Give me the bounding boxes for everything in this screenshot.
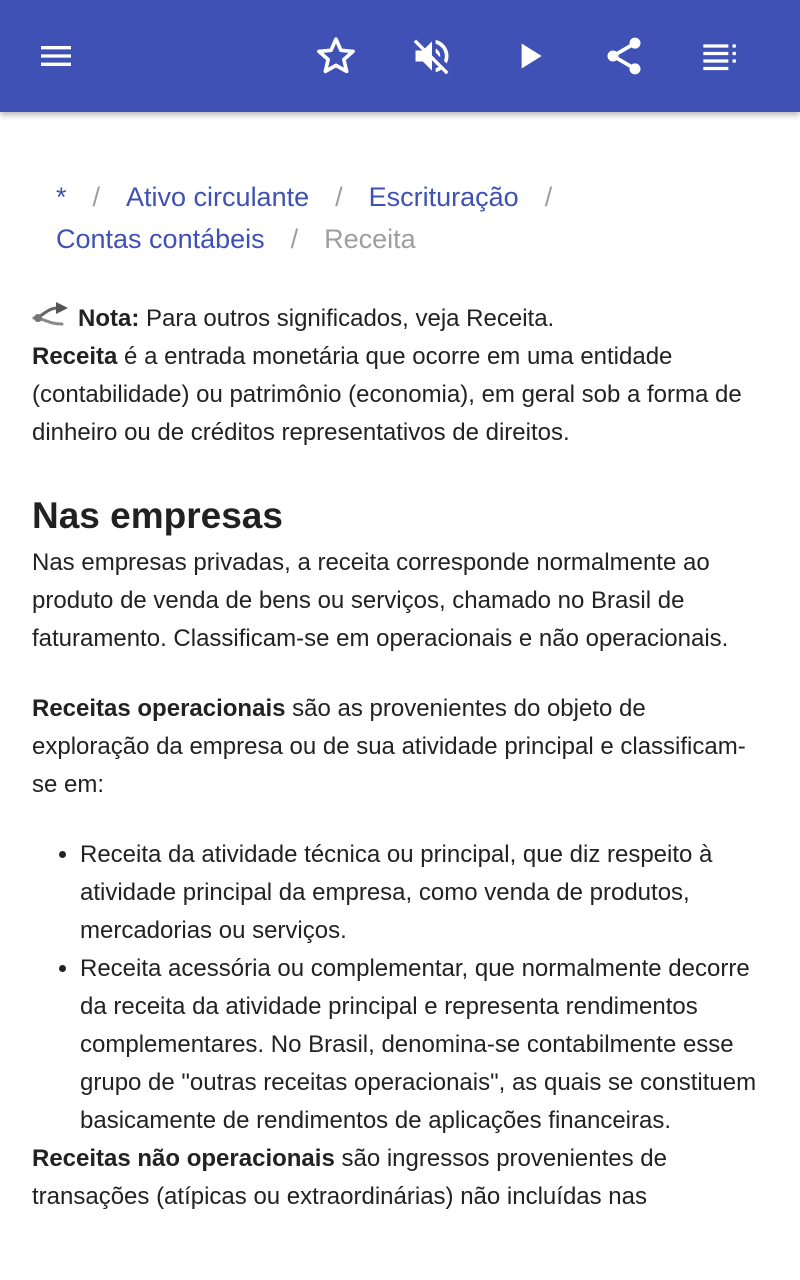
volume-off-icon [410,34,454,78]
note-text: Para outros significados, veja Receita. [139,305,555,332]
operational-revenue-text: são as provenientes do objeto de exploração da empresa ou de sua atividade principal e classificam-se em: [32,695,746,798]
intro-paragraph [32,338,768,452]
article-content [32,112,768,1216]
section-heading: Nas empresas [32,495,283,536]
non-operational-revenue-term: Receitas não operacionais [32,1145,335,1172]
share-icon [602,34,646,78]
breadcrumb-item-contas-contabeis[interactable]: Contas contábeis [56,224,265,254]
menu-button[interactable] [28,28,84,84]
non-operational-revenue-paragraph [32,1140,768,1216]
table-of-contents-button[interactable] [692,28,748,84]
breadcrumb [32,176,768,260]
play-button[interactable] [502,28,558,84]
mute-button[interactable] [404,28,460,84]
breadcrumb-current: Receita [324,224,416,254]
intro-text: é a entrada monetária que ocorre em uma entidade (contabilidade) ou patrimônio (economia), em geral sob a forma de dinheiro ou de créditos representativos de direitos. [32,343,742,446]
breadcrumb-item-home[interactable]: * [56,182,67,212]
breadcrumb-item-escrituracao[interactable]: Escrituração [368,182,519,212]
list-item: • Receita da atividade técnica ou principal, que diz respeito à atividade principal da empresa, como venda de produtos, mercadorias ou serviços. [80,836,768,950]
favorite-button[interactable] [308,28,364,84]
list-icon [700,36,740,76]
breadcrumb-separator: / [544,182,553,212]
revenue-types-list [32,836,768,1140]
breadcrumb-separator: / [335,182,343,212]
intro-term: Receita [32,343,118,370]
non-operational-revenue-text: são ingressos provenientes de transações (atípicas ou extraordinárias) não incluídas nas [32,1145,667,1210]
disambiguation-icon [32,300,72,328]
play-icon [510,36,550,76]
breadcrumb-item-ativo-circulante[interactable]: Ativo circulante [126,182,310,212]
hamburger-menu-icon [36,36,76,76]
disambiguation-note [32,300,768,338]
app-bar [0,0,800,112]
operational-revenue-term: Receitas operacionais [32,695,286,722]
star-outline-icon [314,34,358,78]
list-item: • Receita acessória ou complementar, que normalmente decorre da receita da atividade principal e representa rendimentos complementares. No Brasil, denomina-se contabilmente esse grupo de "outras receitas operacionais", as quais se constituem basicamente de rendimentos de aplicações financeiras. [80,950,768,1140]
breadcrumb-separator: / [92,182,101,212]
share-button[interactable] [596,28,652,84]
breadcrumb-separator: / [290,224,299,254]
note-label: Nota: [78,305,140,332]
section-paragraph: Nas empresas privadas, a receita corresponde normalmente ao produto de venda de bens ou serviços, chamado no Brasil de faturamento. Classificam-se em operacionais e não operacionais. [32,549,729,652]
operational-revenue-paragraph [32,690,768,804]
